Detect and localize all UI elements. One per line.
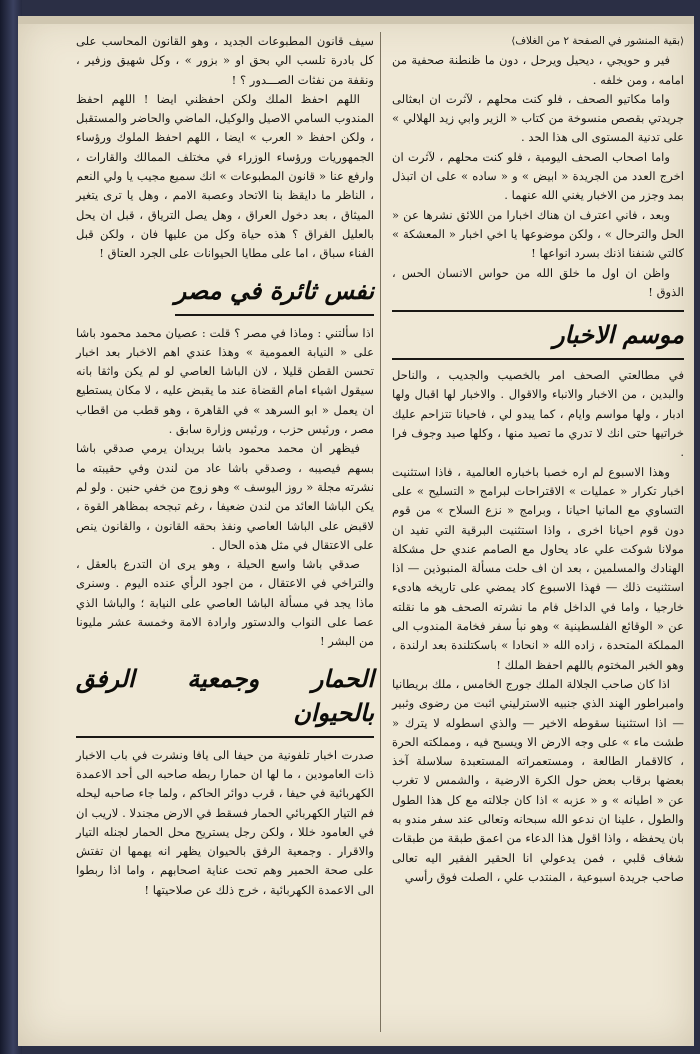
headline-box <box>76 658 374 738</box>
paragraph: واما اصحاب الصحف اليومية ، فلو كنت محلهم ، لآثرت ان اخرج العدد من الجريدة « ابيض » و « ساده » على ان اتبذل بمد وجزر من الاخبار يغني الله عنهما . <box>392 149 684 203</box>
bracket-mark-icon: ⟨ <box>680 36 684 47</box>
headline-box <box>392 310 684 360</box>
paragraph: صدقي باشا واسع الحيلة ، وهو يرى ان التدرع بالعقل ، والتراخي في الاعتقال ، من اجود الرأي عنده اليوم . وسنرى ماذا يجد في مسألة الباشا العاصي على النيابة ؛ والباشا الذي عصا على النواب والدستور وارادة الامة وخمسة عشر مليونا من البشر ! <box>76 557 374 649</box>
paragraph: سيف قانون المطبوعات الجديد ، وهو القانون المحاسب على كل بادرة تلسب الي بحق او « بزور » ، وكل شهيق وزفير ، ونقفة من نفثات الصـــدور ؟ ! <box>76 34 374 87</box>
headline-egypt: نفس ثائرة في مصر <box>174 275 374 305</box>
paragraph: صدرت اخبار تلفونية من حيفا الى يافا ونشرت في باب الاخبار ذات العامودين ، ما لها ان حمارا ربطه صاحبه الى أحد الاعمدة الكهربائية في حيفا ، قرب دوائر الحاكم ، ولما جاء صاحبه ليحله فم التيار الكهربائي الحمار فسقط في الارض مجندلا . لاريب ان في العامود خللا ، ولكن رجل يستريح محل الحمار لجنله التيار والاقرار . وجمعية الرفق بالحيوان يظهر انه يهمها ان تفتش على صحة الحمير وهم تحت عناية اصحابهم ، واما اذا ربطوا الى الاعمدة الكهربائية ، خرج ذلك عن صلاحيتها ! <box>76 747 374 897</box>
paragraph: اذا كان صاحب الجلالة الملك جورج الخامس ، ملك بريطانيا وامبراطور الهند الذي جنبيه الاسترليني اثبت من رضوى وثبير — اذا استثنينا سقوطه الاخير — والذي اسطوله لا يترك « طشت ماء » على وجه الارض الا ويسبح فيه ، ومملكته الحرة ، كالاقمار الطالعة ، ومستعمراته المستعبدة سلاسلة آخذ بعضها برقاب بعض حول الكرة الارضية ، والشمس لا تغرب عن « اطيانه » و « عزبه » اذا كان جلالته مع كل هذا الطول والطول ، علينا ان ندعو الله سبحانه وتعالى عند سفر مندو به بان يحفظه ، واذا اقول هذا الدعاء من اعمق طبقة من طبقات شغاف قلبي ، فمن يدعولي انا الحقير الفقير اليه تعالى صاحب جريدة اسبوعية ، المنتدب علي ، الصلت فوق رأسي <box>392 676 684 884</box>
paragraph: في مطالعتي الصحف امر بالخصيب والجديب ، والناحل والبدين ، من الاخبار والانباء والاقوال . والاخبار لها اقبال ولها ادبار ، ولها مواسم وايام ، كما يبدو لي ، فاحيانا تتزاحم عليك خراتيها حتى انك لا تدري ما تصيد منها ، وكلها صيد وجوف فرا . <box>392 368 684 460</box>
paragraph: وهذا الاسبوع لم اره خصبا باخباره العالمية ، فاذا استثنيت اخبار تكرار « عمليات » الاقتراحات لبرامج « التسليح » على التساوي مع المانيا احيانا ، وبرامج « نزع السلاح » من قوم دون قوم احيانا اخرى ، واذا استثنيت البرقية التي تفيد ان مولانا شوكت علي عاد يحاول مع الصامم عندي حل مشكلة الهنادك والمسلمين ، بعد ان اف حلت مسألة المنبوذين — اذا استثنيت ذلك — فهذا الاسبوع كاد يمضي على تاريخه هادىء خارجيا ، واما في الداخل فام ما نشرته الصحف هو ما نقلته عن « الوقائع الفلسطينية » وهو نبأ سفر فخامة المندوب الى المملكة المتحدة ، زاده الله « انحادا » باسكتلندة بعد ارلندة ، وهو الخبر المختوم باللهم احفظ الملك ! <box>392 464 684 672</box>
paragraph: وبعد ، فاني اعترف ان هناك اخبارا من اللائق نشرها عن « الحل والترحال » ، ولكن موضوعها يا اخي اخبار « المعشكة » كالتي شنفنا اذنك بسرد انواعها ! <box>392 207 684 261</box>
paragraph: فير و حويجي ، ديحيل ويرحل ، دون ما ظنطنة صحفية من امامه ، ومن خلفه . <box>392 53 684 87</box>
paragraph: واما مكاتيو الصحف ، فلو كنت محلهم ، لآثرت ان ابعثالى جريدتي بقصص منسوخة من كتاب « الزير وابي زيد الهلالي » على تدنية المستوى الى هذا الحد . <box>392 91 684 145</box>
column-divider <box>380 32 381 1032</box>
headline-donkey: الحمار وجمعية الرفق بالحيوان <box>76 663 374 727</box>
page-top-edge <box>18 16 694 24</box>
right-column <box>392 32 684 887</box>
headline-news-season: موسم الاخبار <box>552 320 684 350</box>
left-column <box>76 32 374 900</box>
paragraph: اللهم احفظ الملك ولكن احفظني ايضا ! اللهم احفظ المندوب السامي الاصيل والوكيل، الماضي والحاضر والمستقبل ، ولكن احفظ « العرب » ايضا ، اللهم احفظ الملوك ورؤساء الجمهوريات ورؤساء الوزراء في مختلف الممالك والقارات ، وارفع عنا « قانون المطبوعات » انك سميع مجيب يا ولي النعم ، الناظر ما دايقظ بنا الاتحاد وعصبة الامم ، وهل يا ترى يتغير الميثاق ، بعد دخول العراق ، وهل يصل الترياق ، قبل ان يحل بالعليل الفراق ؟ هذه حياة وكل من عليها فان ، ولكن قبل الفناء سباق ، اما على مطايا الحيوانات على الجرد العتاق ! <box>76 91 374 261</box>
paragraph: واظن ان اول ما خلق الله من حواس الانسان الحس ، الذوق ! <box>392 265 684 299</box>
paragraph: فيظهر ان محمد محمود باشا بريدان يرمي صدقي باشا بسهم فيصيبه ، وصدقي باشا عاد من لندن وفي حقيبته ما نشرته مجلة « روز اليوسف » وهو زوج من خفي حنين . ولو لم يكن الباشا العائد من لندن ضعيفا ، رغم تبجحه بمظاهر القوة ، لاقبض على الباشا العاصي ونفذ بحقه القانون ، والقانون ينص على الاعتقال في مثل هذه الحال . <box>76 441 374 552</box>
headline-box <box>175 270 374 316</box>
paragraph: اذا سألتني : وماذا في مصر ؟ قلت : عصيان محمد محمود باشا على « النيابة العمومية » وهذا عندي اهم الاخبار بعد اخبار تحسن القطن قليلا ، لان الباشا العاصي لو لم يكن واثقا بانه سيقول اشياء امام القضاة عند ما يقبض عليه ، لا مكان يستطيع ان يعمل « ابو السرهد » في القاهرة ، وهو قطب من اقطاب مصر ، ورئيس حزب ، ورئيس وزارة سابق . <box>76 325 374 437</box>
continued-note: ⟨بقية المنشور في الصفحة ٢ من الغلاف⟩ <box>511 35 684 47</box>
newspaper-page <box>18 16 694 1046</box>
